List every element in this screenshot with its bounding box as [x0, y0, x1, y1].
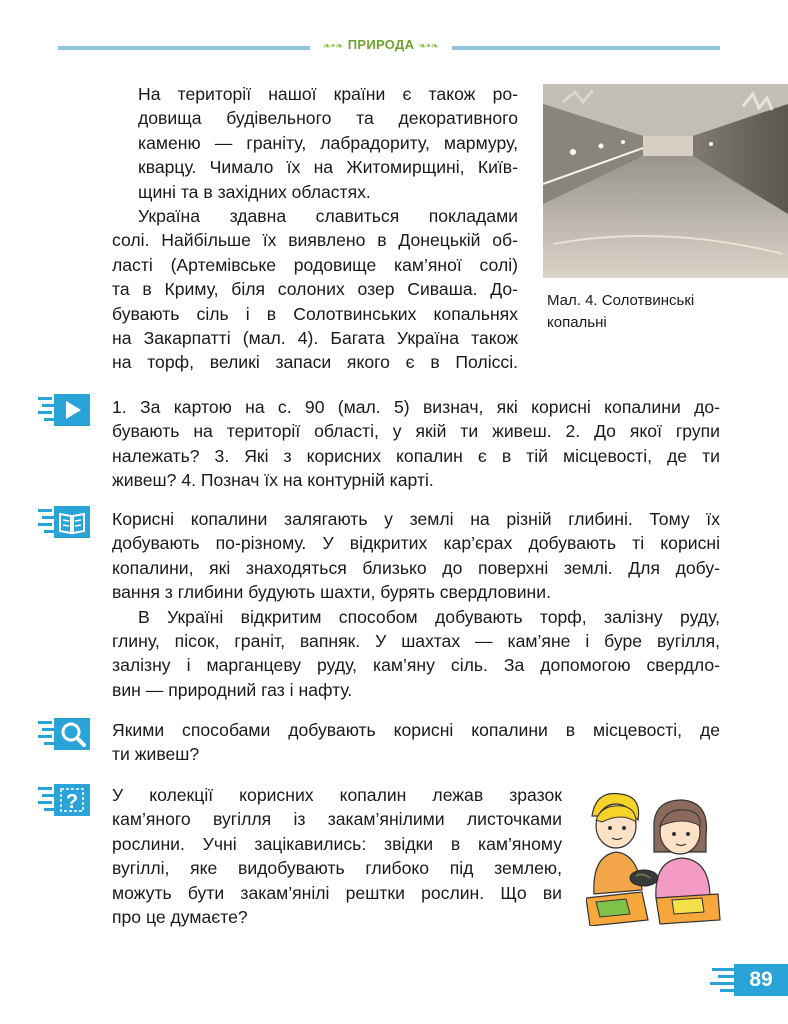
book-icon	[38, 506, 92, 540]
leaf-ornament-icon: ❧•❧	[322, 41, 344, 52]
text-line: В Україні відкритим способом добувають торф, залізну руду,	[138, 606, 720, 627]
section-header	[310, 37, 452, 52]
text-line: На території нашої країни є також ро-	[138, 84, 518, 104]
intro-paragraph-2	[112, 204, 518, 375]
caption-line: копальні	[547, 314, 607, 331]
text-line: 1. За картою на с. 90 (мал. 5) визнач, які корисні копалини до-	[112, 397, 720, 417]
puzzle-text	[112, 783, 562, 929]
salt-mine-photo	[543, 84, 788, 278]
text-line: рослини. Учні зацікавились: звідки в кам’яному	[112, 833, 562, 854]
text-line: Україна здавна славиться покладами	[138, 206, 518, 227]
text-line: щині та в західних областях.	[138, 181, 371, 202]
reading-text	[112, 507, 720, 702]
text-line: ласті (Артемівське родовище кам’яної солі)	[112, 254, 518, 275]
children-illustration	[586, 786, 722, 926]
text-line: ти живеш?	[112, 744, 200, 765]
task-text	[112, 395, 720, 493]
text-line: копалини, які знаходяться близько до поверхні землі. Для добу-	[112, 557, 720, 578]
caption-line: Мал. 4. Солотвинські	[547, 292, 695, 309]
header-rule-left	[58, 46, 310, 50]
text-line: вин — природний газ і нафту.	[112, 679, 353, 700]
header-rule-right	[452, 46, 720, 50]
magnifier-icon	[38, 718, 92, 752]
text-line: живеш? 4. Познач їх на контурній карті.	[112, 470, 434, 491]
text-line: вугіллі, яке видобувають глибоко під землею,	[112, 858, 562, 879]
text-line: Якими способами добувають корисні копалини в місцевості, де	[112, 720, 720, 740]
page-number-badge	[708, 964, 788, 996]
text-line: вання з глибини будують шахти, бурять свердловини.	[112, 582, 551, 603]
text-line: на торф, великі запаси якого є в Поліссі.	[112, 352, 518, 373]
text-line: кварцу. Чимало їх на Житомирщині, Київ-	[138, 157, 518, 178]
figure-caption	[547, 290, 747, 334]
text-line: про це думаєте?	[112, 907, 248, 928]
text-line: солі. Найбільше їх виявлено в Донецькій об-	[112, 230, 518, 251]
intro-text	[112, 82, 518, 375]
text-line: залізну і марганцеву руду, кам’яну сіль. За допомогою свердло-	[112, 655, 720, 676]
svg-text:?: ?	[65, 791, 79, 813]
text-line: належать? 3. Які з корисних копалин є в тій місцевості, де ти	[112, 445, 720, 466]
text-line: добувають по-різному. У відкритих кар’єрах добувають ті корисні	[112, 533, 720, 554]
play-icon	[38, 394, 92, 428]
text-line: У колекції корисних копалин лежав зразок	[112, 785, 562, 805]
text-line: довища будівельного та декоративного	[138, 108, 518, 129]
reading-paragraph-1	[112, 507, 720, 605]
text-line: каменю — граніту, лабрадориту, мармуру,	[138, 132, 518, 153]
reading-paragraph-2	[112, 605, 720, 703]
question-text	[112, 718, 720, 767]
text-line: глину, пісок, граніт, вапняк. У шахтах — кам’яне і буре вугілля,	[112, 631, 720, 652]
text-line: можуть бути закам’янілі рештки рослин. Що ви	[112, 882, 562, 903]
leaf-ornament-icon: ❧•❧	[418, 41, 440, 52]
text-line: на Закарпатті (мал. 4). Багата Україна також	[112, 328, 518, 349]
text-line: та в Криму, біля солоних озер Сиваша. До-	[112, 279, 518, 300]
section-title: ПРИРОДА	[347, 37, 415, 52]
text-line: Корисні копалини залягають у землі на різній глибині. Тому їх	[112, 509, 720, 529]
question-mark-icon	[38, 784, 92, 818]
page-number: 89	[734, 964, 788, 996]
text-line: бувають сіль і в Солотвинських копальнях	[112, 303, 518, 324]
intro-paragraph-1	[112, 82, 518, 204]
text-line: кам’яного вугілля із закам’янілими листочками	[112, 809, 562, 830]
text-line: бувають на території області, у якій ти живеш. 2. До якої групи	[112, 421, 720, 442]
